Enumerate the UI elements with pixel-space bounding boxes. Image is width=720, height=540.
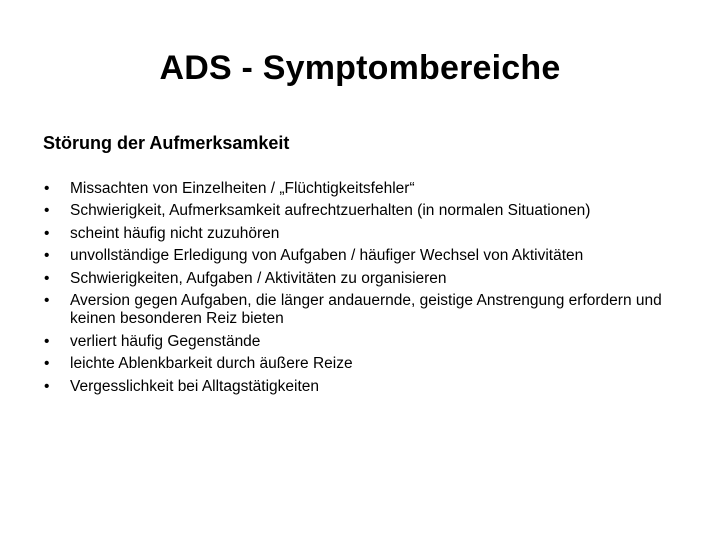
list-item-text: scheint häufig nicht zuzuhören bbox=[70, 224, 280, 242]
list-item-text: Aversion gegen Aufgaben, die länger andauernde, geistige Anstrengung erfordern und keinen besonderen Reiz bieten bbox=[70, 292, 662, 328]
list-item bbox=[44, 270, 674, 288]
bullet-icon: • bbox=[44, 224, 50, 242]
bullet-icon: • bbox=[44, 180, 50, 197]
list-item-text: verliert häufig Gegenstände bbox=[70, 332, 261, 350]
list-item bbox=[44, 202, 674, 220]
symptom-list bbox=[44, 180, 674, 400]
bullet-icon: • bbox=[44, 202, 50, 220]
list-item-text: unvollständige Erledigung von Aufgaben / häufiger Wechsel von Aktivitäten bbox=[70, 247, 584, 265]
list-item bbox=[44, 180, 674, 198]
list-item-text: Schwierigkeiten, Aufgaben / Aktivitäten zu organisieren bbox=[70, 269, 447, 287]
list-item bbox=[44, 378, 674, 396]
list-item-text: leichte Ablenkbarkeit durch äußere Reize bbox=[70, 355, 353, 373]
list-item bbox=[44, 225, 674, 243]
section-heading: Störung der Aufmerksamkeit bbox=[43, 133, 290, 153]
list-item bbox=[44, 333, 674, 351]
list-item-text: Missachten von Einzelheiten / „Flüchtigkeitsfehler“ bbox=[70, 180, 415, 197]
list-item-text: Vergesslichkeit bei Alltagstätigkeiten bbox=[70, 377, 320, 395]
bullet-icon: • bbox=[44, 269, 50, 287]
bullet-icon: • bbox=[44, 292, 50, 310]
bullet-icon: • bbox=[44, 355, 50, 373]
slide-title: ADS - Symptombereiche bbox=[159, 49, 561, 87]
list-item bbox=[44, 247, 674, 265]
bullet-icon: • bbox=[44, 377, 50, 395]
bullet-icon: • bbox=[44, 247, 50, 265]
list-item-text: Schwierigkeit, Aufmerksamkeit aufrechtzuerhalten (in normalen Situationen) bbox=[70, 202, 591, 220]
bullet-icon: • bbox=[44, 332, 50, 350]
list-item bbox=[44, 355, 674, 373]
list-item bbox=[44, 292, 674, 329]
